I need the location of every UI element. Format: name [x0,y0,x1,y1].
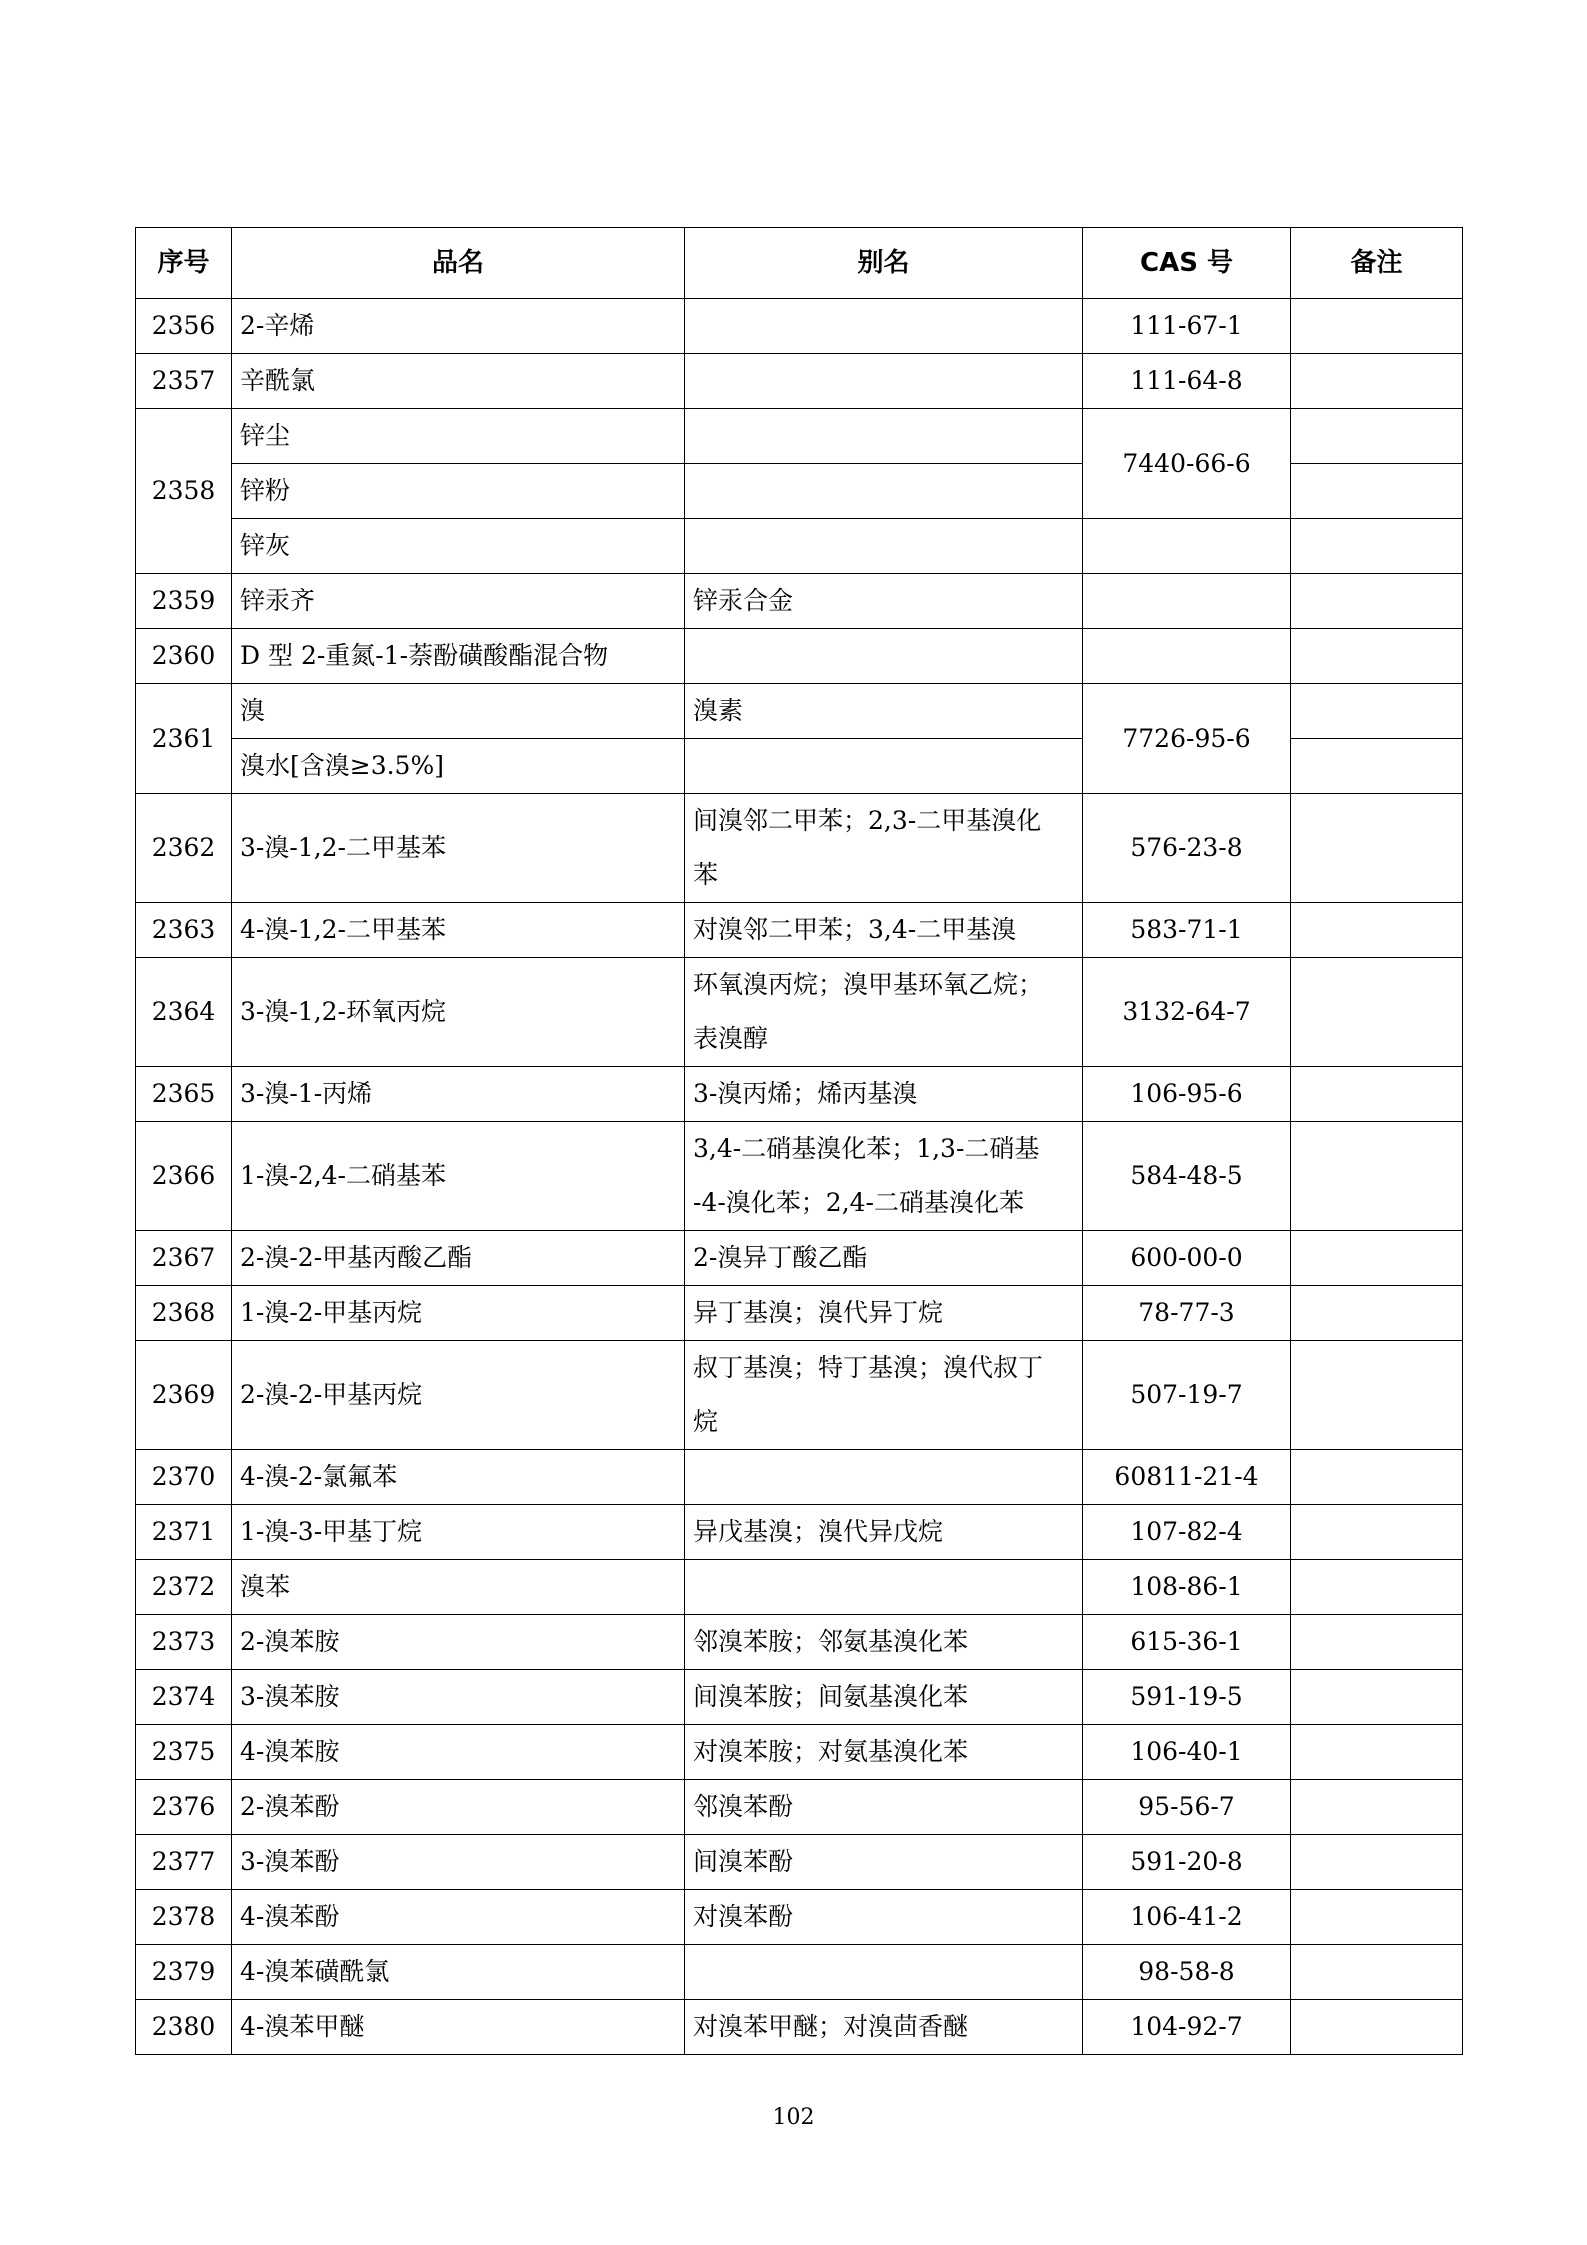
cas-number: 3132-64-7 [1083,958,1291,1067]
remark-cell [1291,409,1463,464]
product-name: 2-辛烯 [232,299,685,354]
product-alias: 异丁基溴；溴代异丁烷 [685,1286,1083,1341]
row-number: 2374 [136,1670,232,1725]
product-name: 锌尘 [232,409,685,464]
cas-number: 111-64-8 [1083,354,1291,409]
table-row [136,2000,1463,2055]
table-row [136,1067,1463,1122]
product-alias: 对溴苯酚 [685,1890,1083,1945]
remark-cell [1291,629,1463,684]
row-number: 2364 [136,958,232,1067]
product-alias [685,409,1083,464]
cas-number: 95-56-7 [1083,1780,1291,1835]
table-row [136,1945,1463,2000]
product-alias [685,1341,1083,1450]
product-alias [685,958,1083,1067]
product-alias [685,519,1083,574]
row-number: 2360 [136,629,232,684]
table-row [136,1725,1463,1780]
cas-number: 108-86-1 [1083,1560,1291,1615]
product-name: 4-溴苯胺 [232,1725,685,1780]
product-name: 3-溴苯酚 [232,1835,685,1890]
remark-cell [1291,958,1463,1067]
table-row [136,1670,1463,1725]
cas-number: 583-71-1 [1083,903,1291,958]
cas-number: 7726-95-6 [1083,684,1291,794]
table-row [136,519,1463,574]
cas-number: 576-23-8 [1083,794,1291,903]
product-alias: 邻溴苯酚 [685,1780,1083,1835]
product-name: 3-溴-1,2-环氧丙烷 [232,958,685,1067]
cas-number: 60811-21-4 [1083,1450,1291,1505]
cas-number [1083,629,1291,684]
alias-line: 表溴醇 [693,1024,769,1053]
product-alias: 间溴苯胺；间氨基溴化苯 [685,1670,1083,1725]
table-row [136,629,1463,684]
product-name: 溴水[含溴≥3.5%] [232,739,685,794]
product-name: 2-溴-2-甲基丙烷 [232,1341,685,1450]
cas-number: 591-20-8 [1083,1835,1291,1890]
remark-cell [1291,1560,1463,1615]
row-number: 2379 [136,1945,232,2000]
chemical-table [135,227,1463,2055]
cas-number: 111-67-1 [1083,299,1291,354]
remark-cell [1291,574,1463,629]
remark-cell [1291,1890,1463,1945]
row-number: 2372 [136,1560,232,1615]
remark-cell [1291,1122,1463,1231]
cas-number: 591-19-5 [1083,1670,1291,1725]
cas-number: 106-95-6 [1083,1067,1291,1122]
product-name: 2-溴-2-甲基丙酸乙酯 [232,1231,685,1286]
remark-cell [1291,1615,1463,1670]
row-number: 2378 [136,1890,232,1945]
cas-number: 98-58-8 [1083,1945,1291,2000]
product-name: D 型 2-重氮-1-萘酚磺酸酯混合物 [232,629,685,684]
table-row [136,794,1463,903]
cas-number [1083,574,1291,629]
row-number: 2366 [136,1122,232,1231]
remark-cell [1291,1341,1463,1450]
product-name: 2-溴苯酚 [232,1780,685,1835]
cas-number: 615-36-1 [1083,1615,1291,1670]
row-number: 2380 [136,2000,232,2055]
remark-cell [1291,1450,1463,1505]
alias-line: -4-溴化苯；2,4-二硝基溴化苯 [693,1188,1025,1217]
product-name: 1-溴-2,4-二硝基苯 [232,1122,685,1231]
alias-line: 环氧溴丙烷；溴甲基环氧乙烷； [693,970,1044,999]
table-row [136,958,1463,1067]
page-number: 102 [772,2105,815,2130]
row-number: 2373 [136,1615,232,1670]
table-row [136,903,1463,958]
table-row [136,1780,1463,1835]
remark-cell [1291,1505,1463,1560]
header-index: 序号 [136,228,232,299]
remark-cell [1291,684,1463,739]
product-name: 2-溴苯胺 [232,1615,685,1670]
row-number: 2359 [136,574,232,629]
table-row [136,1835,1463,1890]
cas-number: 78-77-3 [1083,1286,1291,1341]
alias-line: 间溴邻二甲苯；2,3-二甲基溴化 [693,806,1042,835]
product-alias [685,299,1083,354]
remark-cell [1291,1231,1463,1286]
cas-number: 7440-66-6 [1083,409,1291,519]
product-name: 锌汞齐 [232,574,685,629]
remark-cell [1291,1725,1463,1780]
remark-cell [1291,1286,1463,1341]
remark-cell [1291,464,1463,519]
product-alias: 间溴苯酚 [685,1835,1083,1890]
product-name: 1-溴-3-甲基丁烷 [232,1505,685,1560]
product-name: 溴苯 [232,1560,685,1615]
row-number: 2357 [136,354,232,409]
row-number: 2363 [136,903,232,958]
product-alias: 对溴邻二甲苯；3,4-二甲基溴 [685,903,1083,958]
product-alias: 溴素 [685,684,1083,739]
table-row [136,1341,1463,1450]
header-alias: 别名 [685,228,1083,299]
product-name: 辛酰氯 [232,354,685,409]
row-number: 2362 [136,794,232,903]
alias-line: 烷 [693,1407,719,1436]
row-number: 2365 [136,1067,232,1122]
row-number: 2368 [136,1286,232,1341]
remark-cell [1291,519,1463,574]
product-alias [685,1122,1083,1231]
row-number: 2377 [136,1835,232,1890]
row-number: 2369 [136,1341,232,1450]
product-alias [685,1945,1083,2000]
table-row [136,1890,1463,1945]
product-alias: 对溴苯甲醚；对溴茴香醚 [685,2000,1083,2055]
remark-cell [1291,2000,1463,2055]
cas-number: 106-40-1 [1083,1725,1291,1780]
alias-line: 叔丁基溴；特丁基溴；溴代叔丁 [693,1353,1044,1382]
table-row [136,574,1463,629]
product-name: 4-溴-2-氯氟苯 [232,1450,685,1505]
cas-number: 107-82-4 [1083,1505,1291,1560]
product-name: 溴 [232,684,685,739]
product-alias [685,1450,1083,1505]
product-name: 4-溴苯甲醚 [232,2000,685,2055]
header-cas: CAS 号 [1083,228,1291,299]
product-name: 3-溴-1-丙烯 [232,1067,685,1122]
row-number: 2375 [136,1725,232,1780]
alias-line: 苯 [693,860,719,889]
row-number: 2370 [136,1450,232,1505]
product-name: 3-溴苯胺 [232,1670,685,1725]
row-number: 2376 [136,1780,232,1835]
product-alias [685,1560,1083,1615]
table-row [136,684,1463,739]
product-alias: 锌汞合金 [685,574,1083,629]
remark-cell [1291,354,1463,409]
row-number: 2371 [136,1505,232,1560]
header-name: 品名 [232,228,685,299]
product-name: 4-溴-1,2-二甲基苯 [232,903,685,958]
table-row [136,1231,1463,1286]
remark-cell [1291,794,1463,903]
product-alias: 2-溴异丁酸乙酯 [685,1231,1083,1286]
table-row [136,1122,1463,1231]
remark-cell [1291,1835,1463,1890]
table-row [136,1505,1463,1560]
header-remark: 备注 [1291,228,1463,299]
remark-cell [1291,1780,1463,1835]
table-row [136,1560,1463,1615]
product-alias [685,629,1083,684]
product-alias: 异戊基溴；溴代异戊烷 [685,1505,1083,1560]
product-alias: 邻溴苯胺；邻氨基溴化苯 [685,1615,1083,1670]
remark-cell [1291,299,1463,354]
product-alias [685,739,1083,794]
cas-number: 584-48-5 [1083,1122,1291,1231]
header-row [136,228,1463,299]
table-row [136,1615,1463,1670]
cas-number: 600-00-0 [1083,1231,1291,1286]
product-alias: 3-溴丙烯；烯丙基溴 [685,1067,1083,1122]
remark-cell [1291,1067,1463,1122]
table-row [136,299,1463,354]
product-name: 锌粉 [232,464,685,519]
cas-number [1083,519,1291,574]
product-alias [685,464,1083,519]
table-row [136,354,1463,409]
product-name: 3-溴-1,2-二甲基苯 [232,794,685,903]
remark-cell [1291,739,1463,794]
product-alias [685,794,1083,903]
table-row [136,1286,1463,1341]
cas-number: 507-19-7 [1083,1341,1291,1450]
product-name: 4-溴苯磺酰氯 [232,1945,685,2000]
product-alias [685,354,1083,409]
cas-number: 106-41-2 [1083,1890,1291,1945]
remark-cell [1291,1670,1463,1725]
table-row [136,409,1463,464]
row-number: 2361 [136,684,232,794]
cas-number: 104-92-7 [1083,2000,1291,2055]
table-row [136,1450,1463,1505]
alias-line: 3,4-二硝基溴化苯；1,3-二硝基 [693,1134,1040,1163]
remark-cell [1291,1945,1463,2000]
row-number: 2356 [136,299,232,354]
product-name: 1-溴-2-甲基丙烷 [232,1286,685,1341]
row-number: 2367 [136,1231,232,1286]
row-number: 2358 [136,409,232,574]
product-name: 锌灰 [232,519,685,574]
remark-cell [1291,903,1463,958]
product-alias: 对溴苯胺；对氨基溴化苯 [685,1725,1083,1780]
product-name: 4-溴苯酚 [232,1890,685,1945]
